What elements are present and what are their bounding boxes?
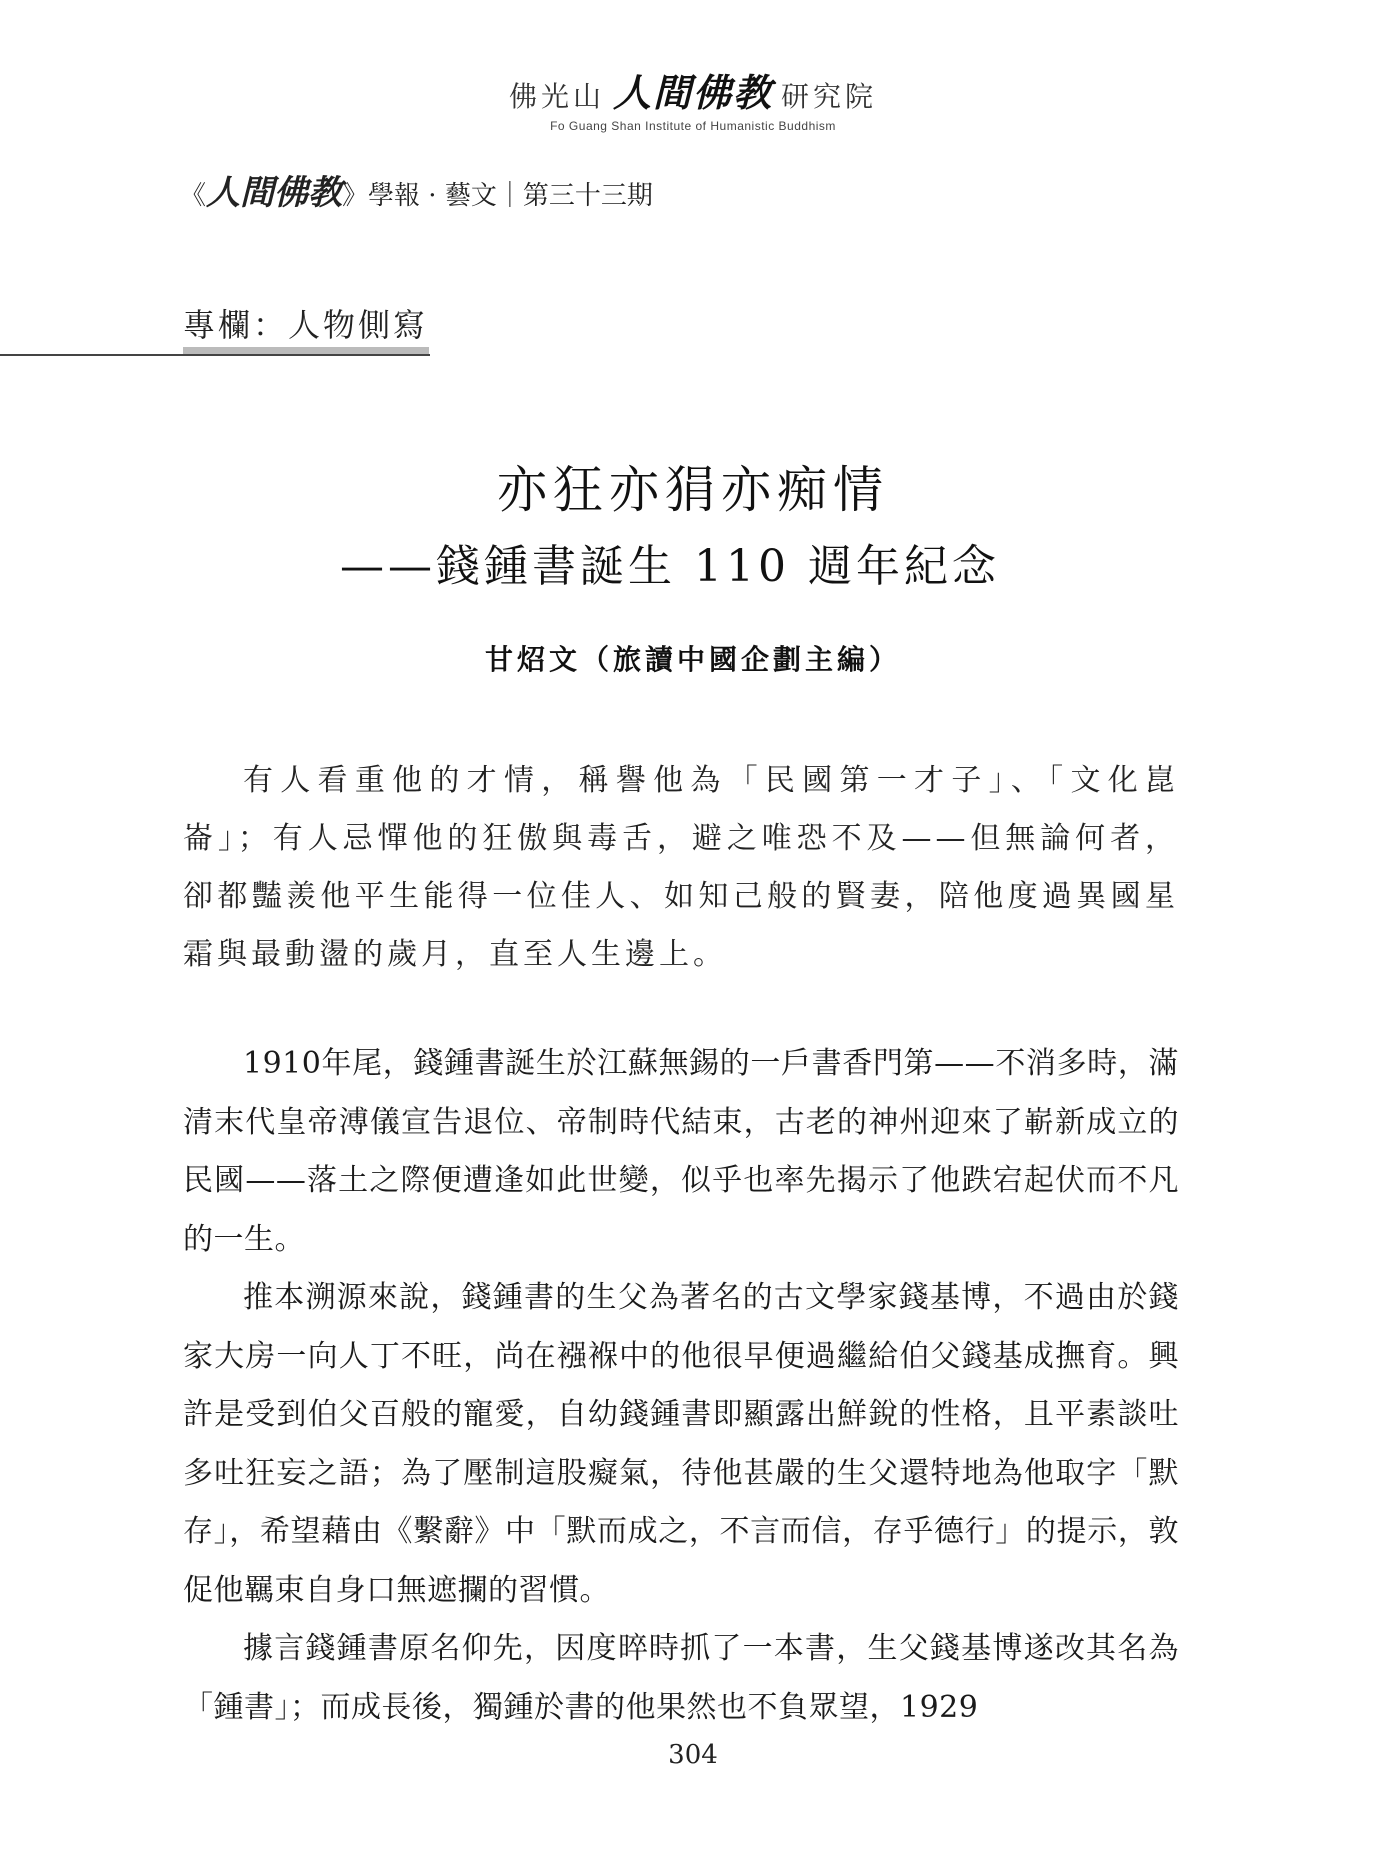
journal-close-bracket: 》 (342, 181, 369, 211)
journal-brand: 人間佛教 (206, 173, 343, 213)
institute-name (0, 62, 1386, 117)
institute-prefix: 佛光山 (508, 80, 605, 113)
page-number: 304 (668, 1740, 718, 1770)
column-rule (0, 354, 430, 356)
body-paragraph: 1910年尾，錢鍾書誕生於江蘇無錫的一戶書香門第——不消多時，滿清末代皇帝溥儀宣告退位、帝制時代結束，古老的神州迎來了嶄新成立的民國——落土之際便遭逢如此世變，似乎也率先揭示了他跌宕起伏而不凡的一生。 (183, 1046, 1179, 1257)
body-paragraph: 推本溯源來說，錢鍾書的生父為著名的古文學家錢基博，不過由於錢家大房一向人丁不旺，尚在襁褓中的他很早便過繼給伯父錢基成撫育。興許是受到伯父百般的寵愛，自幼錢鍾書即顯露出鮮銳的性格，且平素談吐多吐狂妄之語；為了壓制這股癡氣，待他甚嚴的生父還特地為他取字「默存」，希望藉由《繫辭》中「默而成之，不言而信，存乎德行」的提示，敦促他羈束自身口無遮攔的習慣。 (183, 1280, 1179, 1608)
journal-running-header (180, 165, 653, 214)
institute-english-name: Fo Guang Shan Institute of Humanistic Buddhism (550, 119, 836, 133)
institute-brand-logo: 人間佛教 (612, 70, 773, 115)
journal-open-bracket: 《 (180, 181, 207, 211)
column-underline (183, 347, 429, 354)
article-body (183, 1035, 1179, 1737)
article-title: 亦狂亦狷亦痴情 (497, 461, 889, 519)
intro-paragraph: 有人看重他的才情，稱譽他為「民國第一才子」、「文化崑崙」；有人忌憚他的狂傲與毒舌，避之唯恐不及——但無論何者，卻都豔羨他平生能得一位佳人、如知己般的賢妻，陪他度過異國星霜與最動盪的歲月，直至人生邊上。 (183, 763, 1179, 972)
column-label: 專欄：人物側寫 (183, 306, 429, 344)
institute-header (0, 62, 1386, 133)
article-subtitle: ——錢鍾書誕生 110 週年紀念 (340, 541, 1000, 592)
article-intro (183, 752, 1179, 984)
article-author: 甘炤文（旅讀中國企劃主編） (484, 643, 901, 676)
body-paragraph: 據言錢鍾書原名仰先，因度晬時抓了一本書，生父錢基博遂改其名為「鍾書」；而成長後，獨鍾於書的他果然也不負眾望，1929 (183, 1631, 1179, 1725)
journal-issue-info: 學報 · 藝文｜第三十三期 (368, 181, 653, 211)
institute-suffix: 研究院 (781, 80, 878, 113)
